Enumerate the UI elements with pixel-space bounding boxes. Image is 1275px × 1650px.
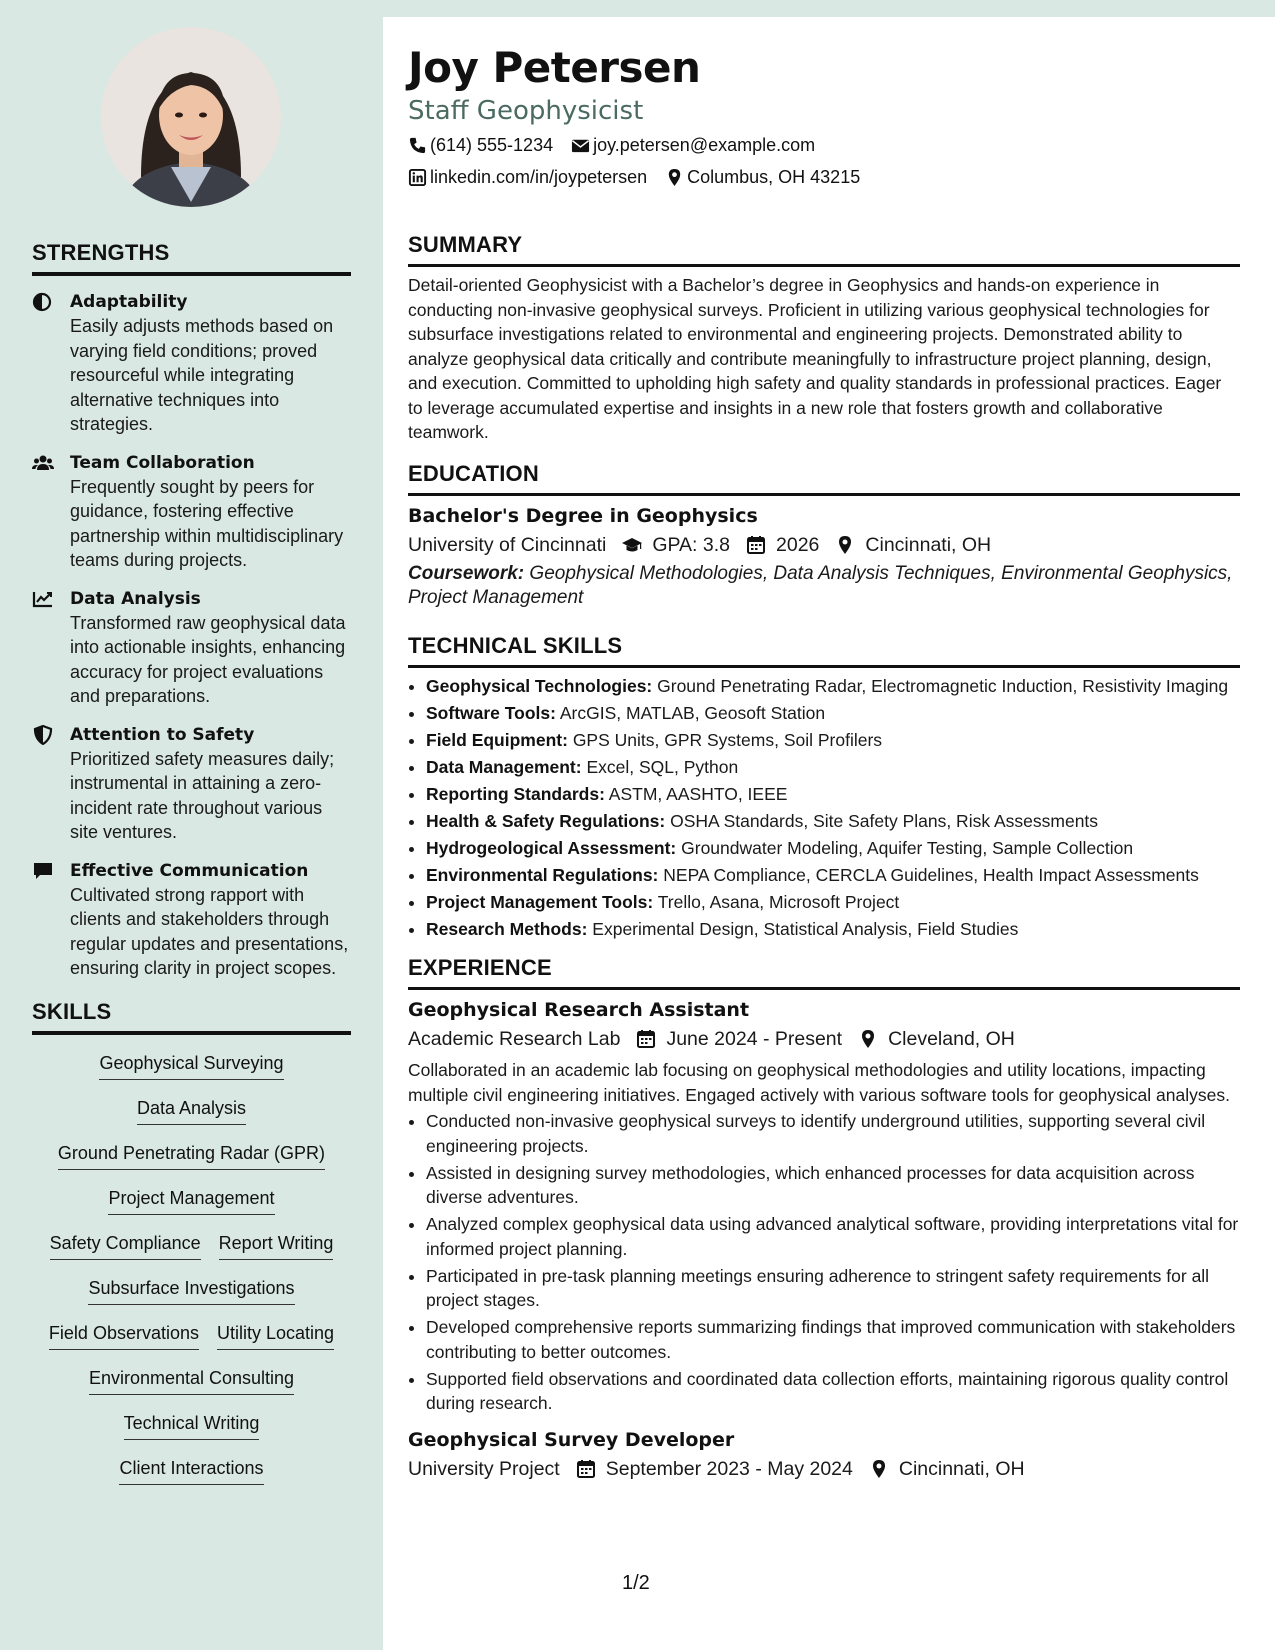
- strength-description: Frequently sought by peers for guidance, fostering effective partnership within multidisciplinary teams during projects.: [70, 476, 344, 570]
- job-location: Cincinnati, OH: [869, 1454, 1025, 1484]
- experience-section: [408, 955, 1240, 1484]
- section-heading: EDUCATION: [408, 461, 1240, 496]
- list-item: • Software Tools: ArcGIS, MATLAB, Geosoft Station: [426, 701, 1240, 726]
- calendar-icon: [636, 1029, 666, 1049]
- list-item: • Participated in pre-task planning meetings ensuring adherence to stringent safety requirements for all project stages.: [426, 1264, 1240, 1313]
- strength-item: [32, 723, 351, 845]
- skill-chip: Report Writing: [219, 1231, 334, 1260]
- email-contact[interactable]: [571, 130, 815, 160]
- list-item: • Supported field observations and coordinated data collection efforts, maintaining rigorous quality control during research.: [426, 1367, 1240, 1416]
- skill-chip: Data Analysis: [137, 1096, 246, 1125]
- map-pin-icon: [869, 1459, 899, 1479]
- list-item: • Environmental Regulations: NEPA Compliance, CERCLA Guidelines, Health Impact Assessments: [426, 863, 1240, 888]
- strength-description: Cultivated strong rapport with clients and stakeholders through regular updates and presentations, ensuring clarity in project scopes.: [70, 884, 349, 978]
- strength-title: Adaptability: [70, 292, 188, 312]
- graduation-year: 2026: [746, 530, 819, 560]
- job-title: Geophysical Research Assistant: [408, 999, 750, 1021]
- chart-line-icon: [32, 589, 54, 609]
- list-item: • Conducted non-invasive geophysical surveys to identify underground utilities, supporting several civil engineering projects.: [426, 1109, 1240, 1158]
- skill-chip: Field Observations: [49, 1321, 199, 1350]
- strength-title: Team Collaboration: [70, 452, 255, 473]
- strength-item: [32, 290, 351, 437]
- map-pin-icon: [835, 535, 865, 555]
- strength-description: Prioritized safety measures daily; instrumental in attaining a zero-incident rate throughout various site ventures.: [70, 748, 335, 842]
- skill-chip: Technical Writing: [124, 1411, 260, 1440]
- section-heading: SUMMARY: [408, 232, 1240, 267]
- list-item: • Reporting Standards: ASTM, AASHTO, IEEE: [426, 782, 1240, 807]
- list-item: • Developed comprehensive reports summarizing findings that improved communication with stakeholders contributing to better outcomes.: [426, 1315, 1240, 1364]
- candidate-name: Joy Petersen: [408, 43, 701, 92]
- graduation-cap-icon: [622, 535, 652, 555]
- list-item: • Health & Safety Regulations: OSHA Standards, Site Safety Plans, Risk Assessments: [426, 809, 1240, 834]
- linkedin-icon: [408, 168, 430, 187]
- technical-skills-section: [408, 633, 1240, 942]
- skill-chip: Subsurface Investigations: [88, 1276, 294, 1305]
- coursework: [408, 562, 1240, 611]
- strength-description: Easily adjusts methods based on varying field conditions; proved resourceful while integrating alternative techniques into strategies.: [70, 316, 334, 434]
- section-heading: TECHNICAL SKILLS: [408, 633, 1240, 668]
- section-heading: EXPERIENCE: [408, 955, 1240, 990]
- skill-chip: Client Interactions: [119, 1456, 263, 1485]
- skill-chip: Safety Compliance: [50, 1231, 201, 1260]
- strength-title: Data Analysis: [70, 588, 201, 609]
- strength-item: [32, 859, 351, 981]
- list-item: • Research Methods: Experimental Design, Statistical Analysis, Field Studies: [426, 917, 1240, 942]
- summary-text: Detail-oriented Geophysicist with a Bachelor’s degree in Geophysics and hands-on experience in conducting non-invasive geophysical surveys. Proficient in utilizing various geophysical technologies for subsurface investigations related to environmental and engineering projects. Demonstrated ability to analyze geophysical data critically and contribute meaningfully to infrastructure project planning, design, and execution. Committed to upholding high safety and quality standards in professional practices. Eager to leverage accumulated expertise and insights in a new role that fosters growth and collaborative teamwork.: [408, 275, 1222, 442]
- job-location: Cleveland, OH: [858, 1024, 1015, 1054]
- strength-title: Attention to Safety: [70, 724, 255, 745]
- education-location: Cincinnati, OH: [835, 530, 991, 560]
- main-content: [408, 40, 1240, 1484]
- linkedin-url: linkedin.com/in/joypetersen: [430, 167, 648, 187]
- education-meta: [408, 530, 1240, 560]
- list-item: • Assisted in designing survey methodologies, which enhanced processes for data acquisition across diverse adventures.: [426, 1161, 1240, 1210]
- contact-row-2: [408, 162, 1240, 192]
- job-summary: Collaborated in an academic lab focusing on geophysical methodologies and utility locations, impacting multiple civil engineering initiatives. Engaged actively with various software tools for geophysical analyses.: [408, 1060, 1230, 1105]
- coursework-list: Geophysical Methodologies, Data Analysis Techniques, Environmental Geophysics, Project Management: [408, 562, 1233, 608]
- strengths-list: [32, 290, 351, 981]
- coursework-label: Coursework:: [408, 562, 525, 584]
- education-section: [408, 461, 1240, 611]
- linkedin-contact[interactable]: [408, 162, 647, 192]
- skill-chip: Environmental Consulting: [89, 1366, 294, 1395]
- skill-chip: Utility Locating: [217, 1321, 334, 1350]
- job-title: Staff Geophysicist: [408, 96, 644, 126]
- map-pin-icon: [665, 168, 687, 187]
- job-dates: June 2024 - Present: [636, 1024, 842, 1054]
- phone-icon: [408, 136, 430, 155]
- phone-contact[interactable]: [408, 130, 553, 160]
- school-name: University of Cincinnati: [408, 533, 607, 556]
- skill-chip: Ground Penetrating Radar (GPR): [58, 1141, 325, 1170]
- contact-row: [408, 130, 1240, 160]
- job-meta: [408, 1454, 1240, 1484]
- email-address: joy.petersen@example.com: [593, 135, 816, 155]
- map-pin-icon: [858, 1029, 888, 1049]
- job-dates: September 2023 - May 2024: [576, 1454, 853, 1484]
- users-icon: [32, 453, 54, 473]
- job-bullets: [408, 1109, 1240, 1416]
- job-title: Geophysical Survey Developer: [408, 1428, 735, 1451]
- profile-photo: [101, 27, 281, 207]
- skills-heading: SKILLS: [32, 999, 351, 1035]
- strength-item: [32, 587, 351, 709]
- job-meta: [408, 1024, 1240, 1054]
- list-item: • Analyzed complex geophysical data using advanced analytical software, providing interpretations vital for informed project planning.: [426, 1212, 1240, 1261]
- location-text: Columbus, OH 43215: [687, 167, 861, 187]
- calendar-icon: [576, 1459, 606, 1479]
- list-item: • Data Management: Excel, SQL, Python: [426, 755, 1240, 780]
- list-item: • Project Management Tools: Trello, Asana, Microsoft Project: [426, 890, 1240, 915]
- location-contact: [665, 162, 860, 192]
- degree-title: Bachelor's Degree in Geophysics: [408, 504, 758, 527]
- strength-item: [32, 451, 351, 573]
- phone-number: (614) 555-1234: [430, 135, 554, 155]
- summary-section: [408, 232, 1240, 445]
- strength-title: Effective Communication: [70, 860, 309, 881]
- skill-chip: Project Management: [108, 1186, 274, 1215]
- skills-list: [32, 1047, 351, 1497]
- technical-skills-list: [408, 674, 1240, 942]
- envelope-icon: [571, 136, 593, 155]
- organization: Academic Research Lab: [408, 1028, 621, 1050]
- comment-icon: [32, 861, 54, 881]
- list-item: • Geophysical Technologies: Ground Penetrating Radar, Electromagnetic Induction, Resistivity Imaging: [426, 674, 1240, 699]
- half-circle-icon: [32, 292, 54, 312]
- list-item: • Hydrogeological Assessment: Groundwater Modeling, Aquifer Testing, Sample Collection: [426, 836, 1240, 861]
- strengths-heading: STRENGTHS: [32, 240, 351, 276]
- skill-chip: Geophysical Surveying: [99, 1051, 283, 1080]
- page-number: 1/2: [622, 1572, 650, 1594]
- calendar-icon: [746, 535, 776, 555]
- gpa: GPA: 3.8: [622, 530, 730, 560]
- organization: University Project: [408, 1457, 560, 1480]
- list-item: • Field Equipment: GPS Units, GPR Systems, Soil Profilers: [426, 728, 1240, 753]
- sidebar-content: [32, 240, 351, 1497]
- shield-icon: [32, 725, 54, 745]
- strength-description: Transformed raw geophysical data into actionable insights, enhancing accuracy for project evaluations and preparations.: [70, 612, 346, 706]
